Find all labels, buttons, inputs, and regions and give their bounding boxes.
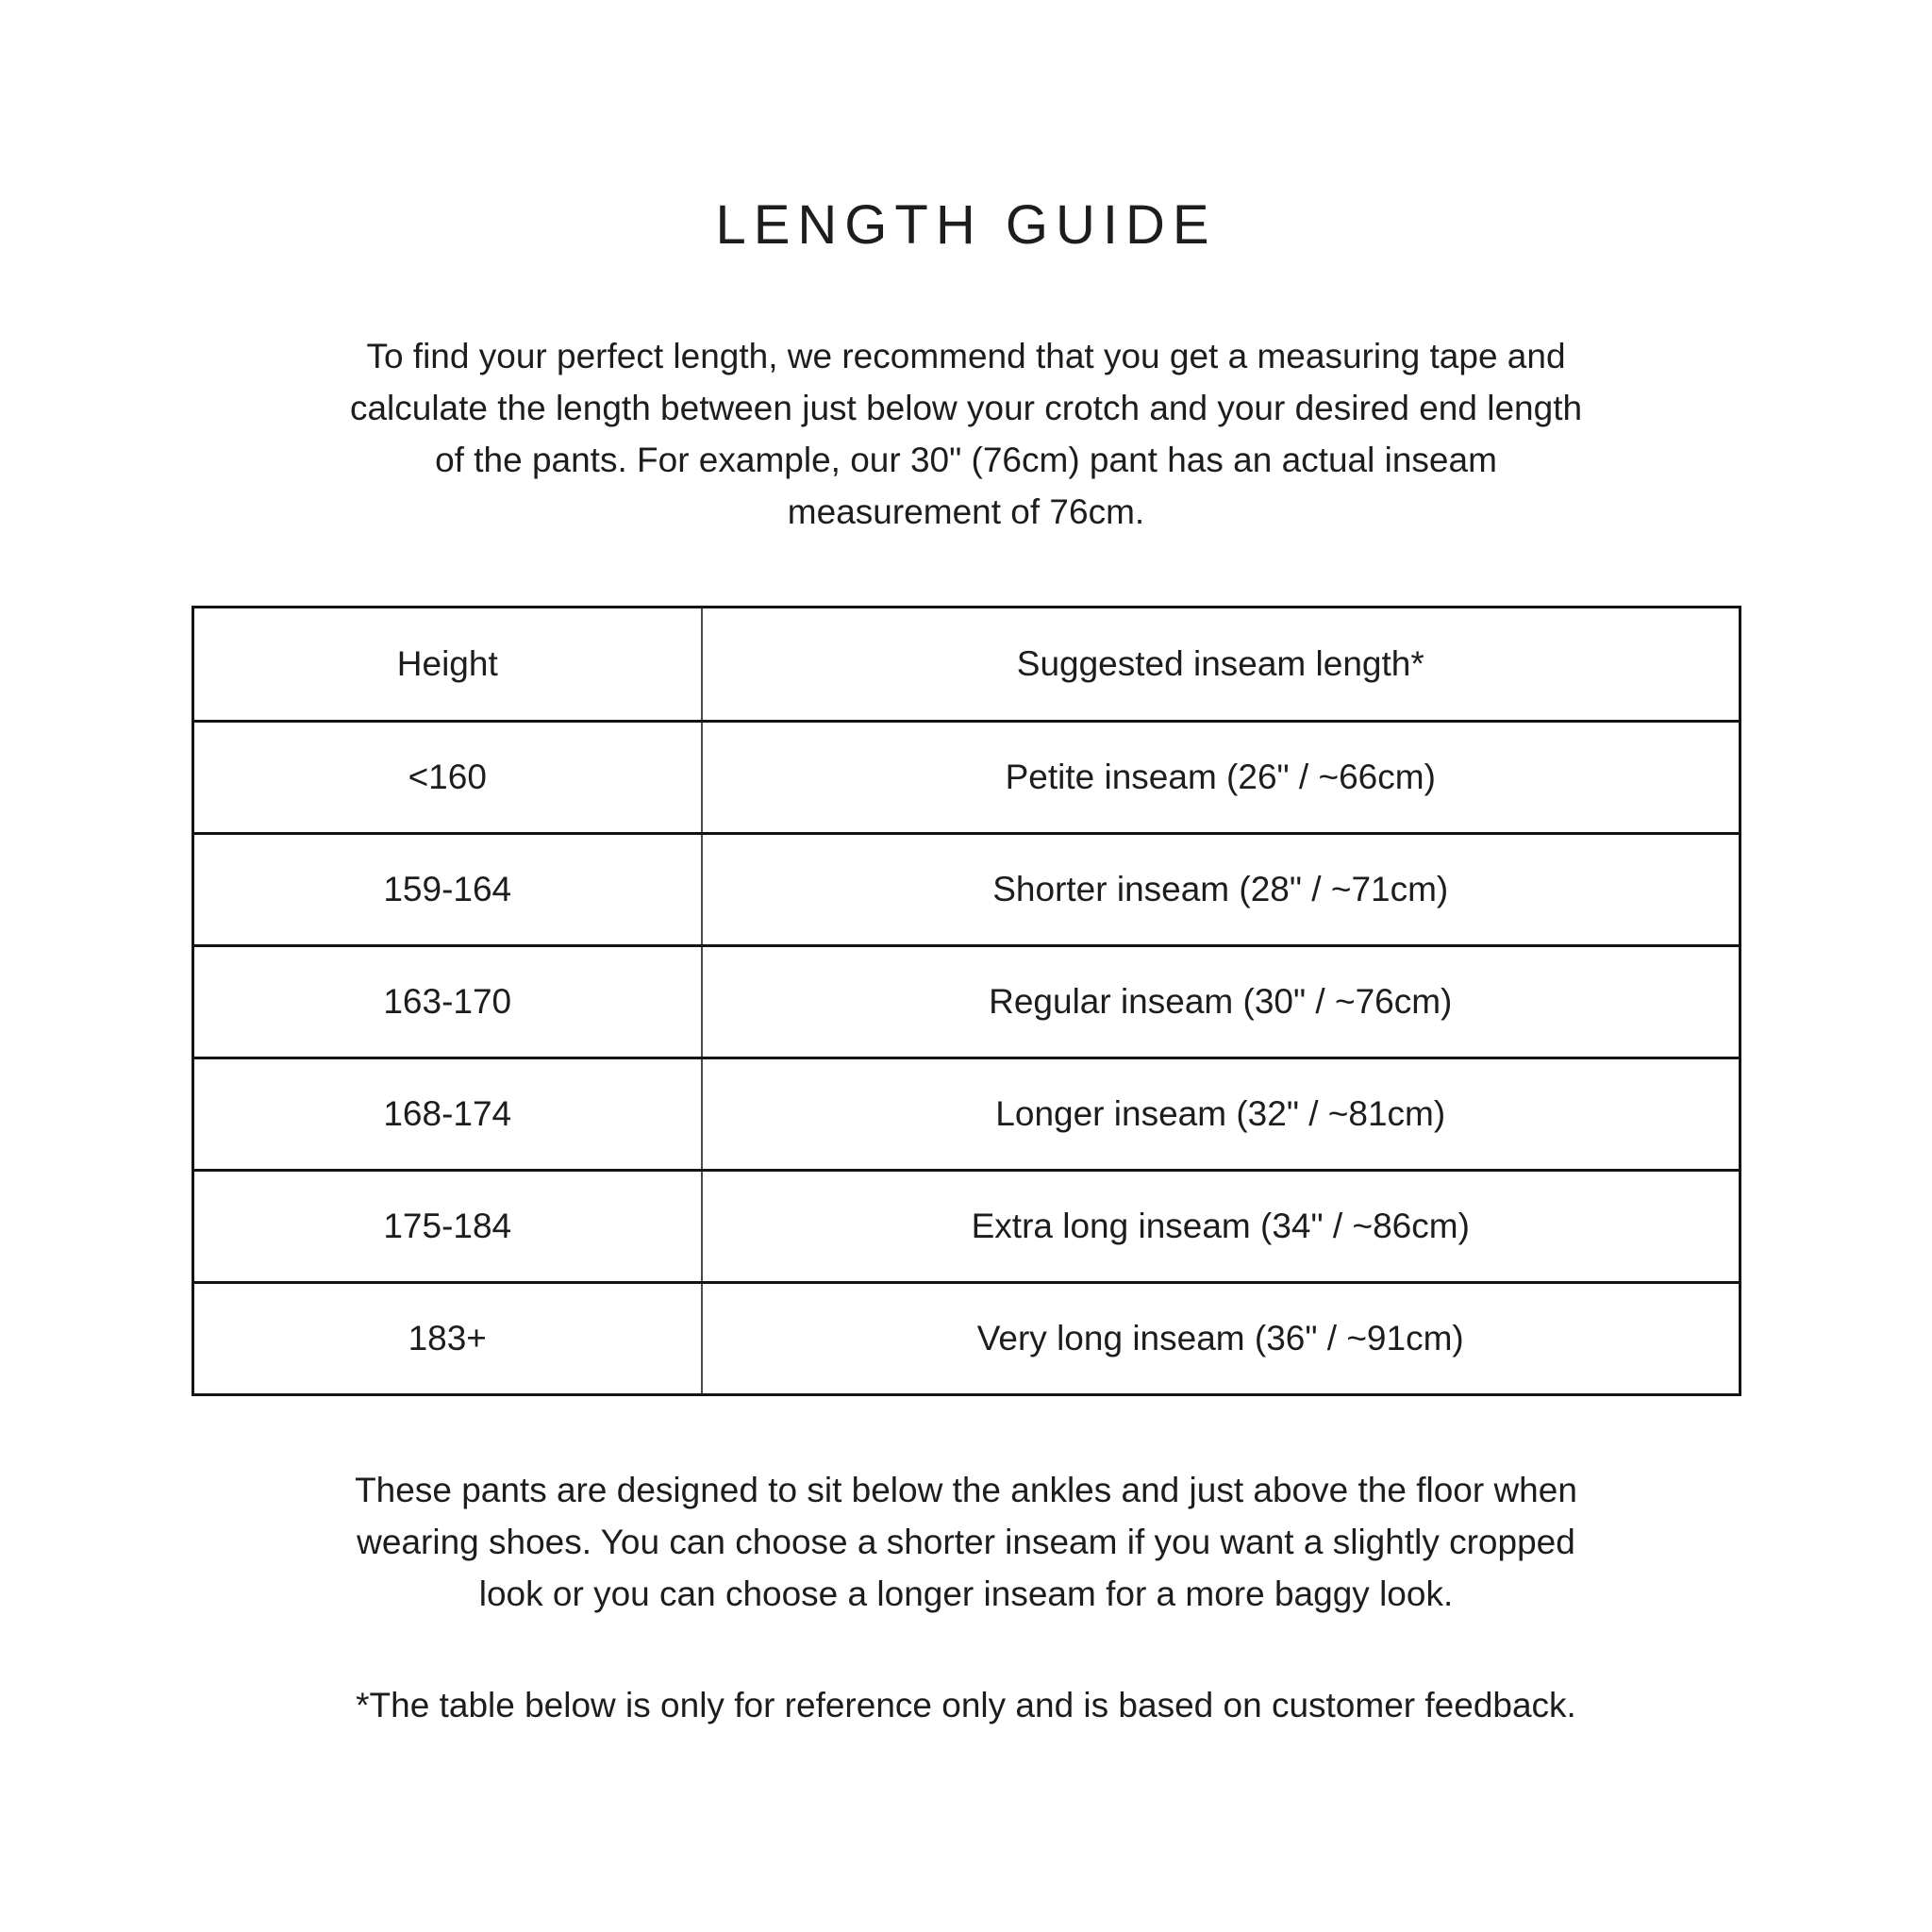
intro-paragraph (0, 330, 1932, 538)
note-line-1: These pants are designed to sit below the ankles and just above the floor when (355, 1471, 1577, 1509)
table-row (192, 1171, 1740, 1283)
table-row (192, 722, 1740, 834)
intro-line-1: To find your perfect length, we recommend that you get a measuring tape and (366, 337, 1566, 375)
height-value: 163-170 (192, 946, 702, 1058)
intro-line-3: of the pants. For example, our 30" (76cm) pant has an actual inseam (435, 441, 1497, 479)
height-value: 168-174 (192, 1058, 702, 1171)
inseam-value: Regular inseam (30" / ~76cm) (702, 946, 1740, 1058)
intro-line-4: measurement of 76cm. (787, 492, 1145, 531)
column-header-inseam-length: Suggested inseam length* (702, 608, 1740, 722)
intro-line-2: calculate the length between just below your crotch and your desired end length (349, 389, 1583, 427)
inseam-value: Petite inseam (26" / ~66cm) (702, 722, 1740, 834)
page-title: LENGTH GUIDE (715, 194, 1217, 256)
column-header-height: Height (192, 608, 702, 722)
inseam-value: Longer inseam (32" / ~81cm) (702, 1058, 1740, 1171)
height-value: 159-164 (192, 834, 702, 946)
note-line-3: look or you can choose a longer inseam for a more baggy look. (478, 1574, 1454, 1613)
height-value: 183+ (192, 1283, 702, 1395)
table-row (192, 834, 1740, 946)
table-row (192, 946, 1740, 1058)
note-line-2: wearing shoes. You can choose a shorter inseam if you want a slightly cropped (357, 1523, 1575, 1561)
height-value: <160 (192, 722, 702, 834)
inseam-value: Very long inseam (36" / ~91cm) (702, 1283, 1740, 1395)
inseam-value: Shorter inseam (28" / ~71cm) (702, 834, 1740, 946)
length-guide-table (192, 606, 1741, 1396)
table-row (192, 1058, 1740, 1171)
height-value: 175-184 (192, 1171, 702, 1283)
fit-note-paragraph (0, 1464, 1932, 1620)
table-row (192, 1283, 1740, 1395)
table-header-row (192, 608, 1740, 722)
inseam-value: Extra long inseam (34" / ~86cm) (702, 1171, 1740, 1283)
reference-footnote: *The table below is only for reference only and is based on customer feedback. (356, 1686, 1576, 1724)
